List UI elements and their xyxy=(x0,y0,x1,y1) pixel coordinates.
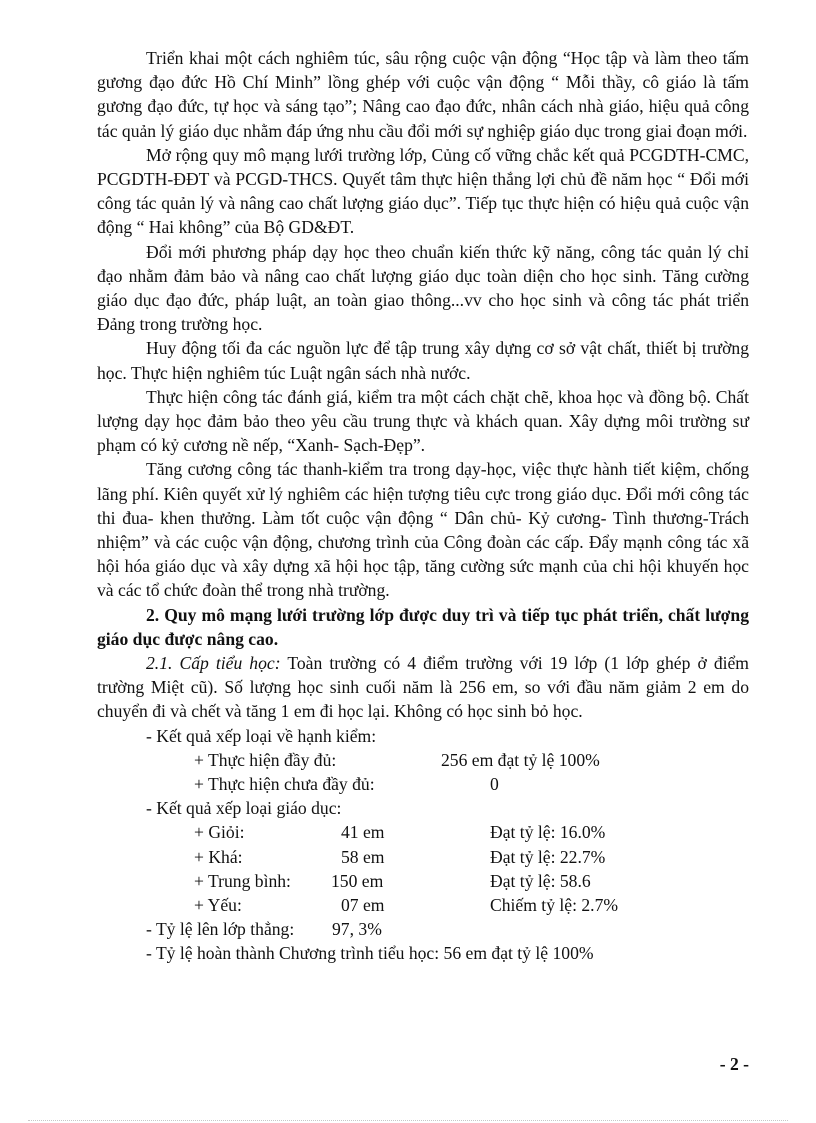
section-heading: 2. Quy mô mạng lưới trường lớp được duy trì và tiếp tục phát triển, chất lượng giáo dục được nâng cao. xyxy=(97,604,749,649)
education-title: - Kết quả xếp loại giáo dục: xyxy=(146,798,342,819)
education-rate: Đạt tỷ lệ: 58.6 xyxy=(490,870,591,891)
education-rate: Đạt tỷ lệ: 16.0% xyxy=(490,822,606,843)
education-rate: Đạt tỷ lệ: 22.7% xyxy=(490,846,606,867)
subsection-label: 2.1. Cấp tiểu học: xyxy=(146,653,281,674)
conduct-title: - Kết quả xếp loại về hạnh kiểm: xyxy=(146,725,377,746)
conduct-label: + Thực hiện chưa đầy đủ: xyxy=(194,774,375,795)
conduct-label: + Thực hiện đầy đủ: xyxy=(194,749,337,770)
education-row xyxy=(97,893,749,917)
education-row xyxy=(97,820,749,844)
education-label: + Giỏi: xyxy=(194,822,245,843)
paragraph-2: Mở rộng quy mô mạng lưới trường lớp, Củng cố vững chắc kết quả PCGDTH-CMC, PCGDTH-ĐĐT và PCGD-THCS. Quyết tâm thực hiện thắng lợi chủ đề năm học “ Đổi mới công tác quản lý và nâng cao chất lượng giáo dục”. Tiếp tục thực hiện có hiệu quả cuộc vận động “ Hai không” của Bộ GD&ĐT. xyxy=(97,144,749,238)
education-count: 41 em xyxy=(341,822,385,843)
conduct-row xyxy=(97,748,749,772)
promotion-row xyxy=(97,917,749,941)
conduct-title-row xyxy=(97,724,749,748)
page-number: - 2 - xyxy=(719,1054,749,1074)
document-page xyxy=(97,46,749,966)
completion-row xyxy=(97,941,749,965)
paragraph-3: Đổi mới phương pháp dạy học theo chuẩn kiến thức kỹ năng, công tác quản lý chỉ đạo nhằm đảm bảo và nâng cao chất lượng giáo dục toàn diện cho học sinh. Tăng cường giáo dục đạo đức, pháp luật, an toàn giao thông...vv cho học sinh và công tác phát triển Đảng trong trường học. xyxy=(97,241,749,335)
education-title-row xyxy=(97,796,749,820)
paragraph-4: Huy động tối đa các nguồn lực để tập trung xây dựng cơ sở vật chất, thiết bị trường học. Thực hiện nghiêm túc Luật ngân sách nhà nước. xyxy=(97,338,749,383)
promotion-label: - Tỷ lệ lên lớp thẳng: xyxy=(146,919,295,940)
education-count: 07 em xyxy=(341,895,385,915)
education-row xyxy=(97,845,749,869)
page-divider xyxy=(28,1120,788,1121)
paragraph-1: Triển khai một cách nghiêm túc, sâu rộng cuộc vận động “Học tập và làm theo tấm gương đạo đức Hồ Chí Minh” lồng ghép với cuộc vận động “ Mỗi thầy, cô giáo là tấm gương đạo đức, tự học và sáng tạo”; Nâng cao đạo đức, nhân cách nhà giáo, hiệu quả công tác quản lý giáo dục nhằm đáp ứng nhu cầu đổi mới sự nghiệp giáo dục trong giai đoạn mới. xyxy=(97,48,749,141)
education-label: + Khá: xyxy=(194,846,243,867)
conduct-value: 0 xyxy=(490,774,499,795)
education-count: 150 em xyxy=(331,870,384,891)
paragraph-5: Thực hiện công tác đánh giá, kiểm tra một cách chặt chẽ, khoa học và đồng bộ. Chất lượng dạy học đảm bảo theo yêu cầu trung thực và khách quan. Xây dựng môi trường sư phạm có kỷ cương nề nếp, “Xanh- Sạch-Đẹp”. xyxy=(97,386,749,456)
education-label: + Yếu: xyxy=(194,895,242,915)
education-row xyxy=(97,869,749,893)
education-rate: Chiếm tỷ lệ: 2.7% xyxy=(490,895,619,915)
promotion-value: 97, 3% xyxy=(332,919,382,940)
subsection-text: Toàn trường có 4 điểm trường với 19 lớp (1 lớp ghép ở điểm trường Miệt cũ). Số lượng học sinh cuối năm là 256 em, so với đầu năm giảm 2 em do chuyển đi và chết và tăng 1 em đi học lại. Không có học sinh bỏ học. xyxy=(97,653,749,722)
education-label: + Trung bình: xyxy=(194,870,291,891)
education-count: 58 em xyxy=(341,846,385,867)
conduct-value: 256 em đạt tỷ lệ 100% xyxy=(441,749,600,770)
paragraph-6: Tăng cương công tác thanh-kiểm tra trong dạy-học, việc thực hành tiết kiệm, chống lãng phí. Kiên quyết xử lý nghiêm các hiện tượng tiêu cực trong giáo dục. Đổi mới công tác thi đua- khen thưởng. Làm tốt cuộc vận động “ Dân chủ- Kỷ cương- Tình thương-Trách nhiệm” và các cuộc vận động, chương trình của Công đoàn các cấp. Đẩy mạnh công tác xã hội hóa giáo dục và xây dựng xã hội học tập, tăng cường sức mạnh của chi hội khuyến học và các tổ chức đoàn thể trong nhà trường. xyxy=(97,459,749,601)
subsection-paragraph xyxy=(97,651,749,724)
conduct-row xyxy=(97,772,749,796)
results-list xyxy=(97,724,749,966)
completion-text: - Tỷ lệ hoàn thành Chương trình tiểu học: 56 em đạt tỷ lệ 100% xyxy=(146,943,594,964)
